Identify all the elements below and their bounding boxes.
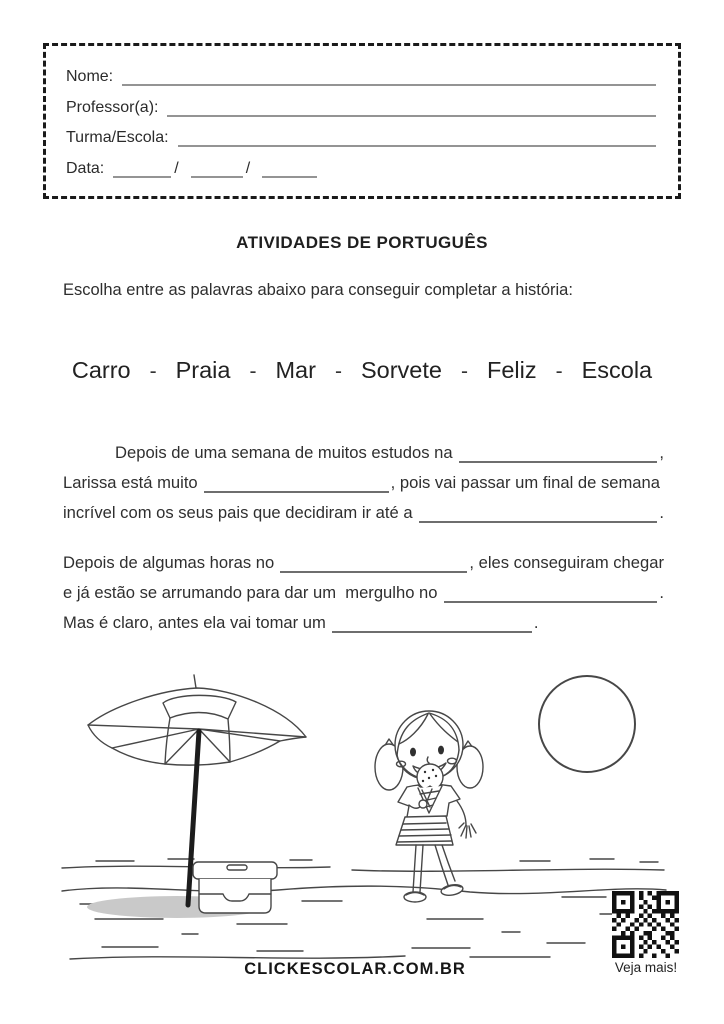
story-line <box>63 433 664 463</box>
teacher-input-line[interactable] <box>167 97 656 117</box>
date-label: Data: <box>66 159 105 177</box>
story-line <box>63 573 664 603</box>
sun <box>539 676 635 772</box>
word-bank-word: Carro <box>71 357 131 383</box>
class-school-input-line[interactable] <box>178 127 656 147</box>
word-bank-word: Escola <box>581 357 653 383</box>
story-text: . <box>659 503 664 522</box>
story-line <box>63 463 664 493</box>
student-info-box <box>43 43 681 199</box>
story-line <box>63 543 664 573</box>
date-month-line[interactable] <box>191 158 243 178</box>
instruction-text: Escolha entre as palavras abaixo para conseguir completar a história: <box>63 281 573 299</box>
fill-blank-4[interactable] <box>280 551 467 573</box>
date-year-line[interactable] <box>262 158 317 178</box>
story-paragraph-2 <box>63 543 664 633</box>
story-text: Larissa está muito <box>63 473 198 492</box>
story-text: Mas é claro, antes ela vai tomar um <box>63 613 326 632</box>
date-separator: / <box>245 159 251 177</box>
teacher-label: Professor(a): <box>66 98 159 116</box>
story-text: . <box>533 613 539 632</box>
class-school-label: Turma/Escola: <box>66 129 169 147</box>
word-bank-word: Praia <box>175 357 231 383</box>
date-separator: / <box>174 159 179 177</box>
girl-eating-ice-cream <box>375 711 483 902</box>
fill-blank-5[interactable] <box>444 581 658 603</box>
story-paragraph-1 <box>63 433 664 523</box>
fill-blank-2[interactable] <box>204 471 389 493</box>
qr-caption: Veja mais! <box>614 960 678 975</box>
word-bank-separator: - <box>460 360 468 383</box>
word-bank-separator: - <box>555 360 563 383</box>
story-text: Depois de uma semana de muitos estudos na <box>115 443 453 462</box>
name-label: Nome: <box>66 68 114 86</box>
word-bank-word: Feliz <box>486 357 537 383</box>
story-text: , <box>659 443 664 462</box>
story-text: incrível com os seus pais que decidiram ir até a <box>63 503 413 522</box>
word-bank-separator: - <box>149 360 157 383</box>
story-line <box>63 493 664 523</box>
word-bank-word: Sorvete <box>360 357 442 383</box>
word-bank <box>43 357 681 384</box>
word-bank-word: Mar <box>275 357 316 383</box>
story-text: , eles conseguiram chegar <box>469 553 664 572</box>
word-bank-separator: - <box>249 360 257 383</box>
date-field <box>66 154 656 178</box>
qr-code <box>612 891 679 958</box>
class-school-field <box>66 123 656 147</box>
fill-blank-6[interactable] <box>332 611 532 633</box>
name-input-line[interactable] <box>122 66 656 86</box>
teacher-field <box>66 93 656 117</box>
story-text: Depois de algumas horas no <box>63 553 275 572</box>
cooler-box <box>193 862 277 913</box>
name-field <box>66 62 656 86</box>
story-text: . <box>659 583 664 602</box>
date-day-line[interactable] <box>113 158 171 178</box>
story-text: e já estão se arrumando para dar um mergulho no <box>63 583 438 602</box>
story-line <box>63 603 664 633</box>
fill-blank-1[interactable] <box>459 441 658 463</box>
word-bank-separator: - <box>334 360 342 383</box>
story-text: , pois vai passar um final de semana <box>390 473 660 492</box>
website-url: CLICKESCOLAR.COM.BR <box>244 960 466 978</box>
fill-blank-3[interactable] <box>419 501 658 523</box>
page-title: ATIVIDADES DE PORTUGUÊS <box>236 233 488 252</box>
